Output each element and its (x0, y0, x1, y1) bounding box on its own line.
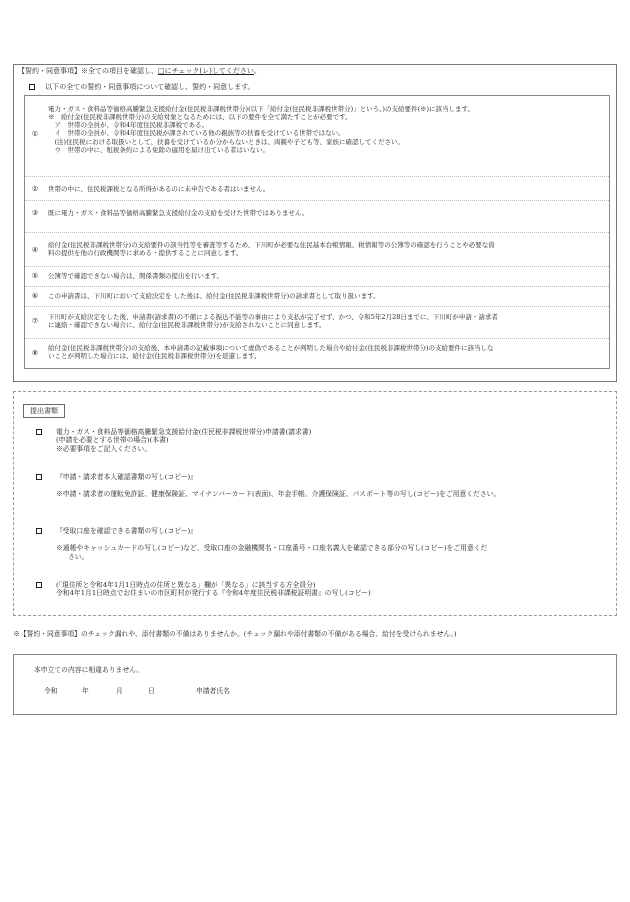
pledge-item-number: ② (31, 185, 39, 193)
document-item: 『申請・請求者本人確認書類の写し(コピー)』 ※申請・請求者の運転免許証、健康保険証、マイナンバーカード(表面)、年金手帳、介護保険証、パスポート等の写し(コピー)をご用意ください。 (36, 473, 52, 481)
pledge-item-number: ⑥ (31, 292, 39, 300)
documents-title: 提出書類 (23, 404, 65, 418)
document-item: 電力・ガス・食料品等価格高騰緊急支援給付金(住民税非課税世帯分)申請書(請求書) (申請を必要とする世帯の場合)(本書) ※必要事項をご記入ください。 (36, 428, 52, 436)
pledge-item-number: ⑧ (31, 349, 39, 357)
pledge-item-text: 下川町が支給決定をした後、申請書(請求書)の不備による振込不能等の事由により支払が完了せず、かつ、令和5年2月28日までに、下川町が申請・請求者 に連絡・確認できない場合に、給付金(住民税非課税世帯分)が支給されないことに同意します。 (48, 313, 498, 330)
all-confirm-label: 以下の全ての誓約・同意事項について確認し、誓約・同意します。 (45, 83, 255, 91)
pledge-item-text: 電力・ガス・食料品等価格高騰緊急支援給付金(住民税非課税世帯分)(以下「給付金(住民税非課税世帯分)」という。)の支給要件(※)に該当します。 ※ 給付金(住民税非課税世帯分)の支給対象となるためには、以下の要件を全て満たすことが必要です。 ア 世帯の全員が、令和4年度住民税非課税である。 イ 世帯の全員が、令和4年度住民税が課されている他の親族等の扶養を受けている世帯ではない。 (注)住民税における取扱いとして、扶養を受けているか分からないときは、両親や子ども等、家族に確認してください。 ウ 世帯の中に、租税条約による免除の適用を届け出ている者はいない。 (48, 105, 475, 154)
pledge-item-number: ③ (31, 209, 39, 217)
pledge-item (25, 200, 609, 233)
pledge-header: 【誓約・同意事項】※全ての項目を確認し、□にチェック(レ)してください。 (18, 67, 261, 75)
signature-year: 年 (82, 687, 89, 695)
document-item: 『受取口座を確認できる書類の写し(コピー)』 ※通帳やキャッシュカードの写し(コピー)など、受取口座の金融機関名・口座番号・口座名義人を確認できる部分の写し(コピー)をご用意くだ さい。 (36, 527, 52, 535)
document-checkbox[interactable] (36, 429, 42, 435)
check-reminder-note: ※【誓約・同意事項】のチェック漏れや、添付書類の不備はありませんか。(チェック漏れや添付書類の不備がある場合、給付を受けられません。) (13, 630, 457, 638)
pledge-item (25, 96, 609, 176)
document-checkbox[interactable] (36, 474, 42, 480)
document-item: (「現住所と令和4年1月1日時点の住所と異なる」欄が「異なる」に該当する方全員分) 令和4年1月1日時点でお住まいの市区町村が発行する『令和4年度住民税非課税証明書』の写し(コピー) (36, 581, 52, 589)
pledge-item-text: 既に電力・ガス・食料品等価格高騰緊急支援給付金の支給を受けた世帯ではありません。 (48, 209, 309, 217)
pledge-item-number: ⑦ (31, 317, 39, 325)
applicant-name-field[interactable] (238, 683, 438, 695)
pledge-item-number: ④ (31, 246, 39, 254)
signature-month: 月 (116, 687, 123, 695)
pledge-item (25, 306, 609, 339)
pledge-item (25, 176, 609, 201)
pledge-item-text: 給付金(住民税非課税世帯分)の支給後、本申請書の記載事項について虚偽であることが判明した場合や給付金(住民税非課税世帯分)の支給要件に該当しな いことが判明した場合には、給付金(住民税非課税世帯分)を返還します。 (48, 344, 494, 361)
pledge-item (25, 286, 609, 307)
pledge-item (25, 232, 609, 267)
document-checkbox[interactable] (36, 582, 42, 588)
pledge-item-text: 給付金(住民税非課税世帯分)の支給要件の該当性等を審査等するため、下川町が必要な住民基本台帳情報、税情報等の公簿等の確認を行うことや必要な資 料の提供を他の行政機関等に求める・提供することに同意します。 (48, 241, 495, 258)
pledge-item-text: 公簿等で確認できない場合は、関係書類の提出を行います。 (48, 272, 223, 280)
pledge-table (24, 95, 610, 369)
pledge-item-number: ⑤ (31, 272, 39, 280)
signature-day: 日 (148, 687, 155, 695)
pledge-item-text: 世帯の中に、住民税課税となる所得があるのに未申告である者はいません。 (48, 185, 270, 193)
document-checkbox[interactable] (36, 528, 42, 534)
all-confirm-checkbox[interactable] (29, 84, 35, 90)
signature-statement: 本申立ての内容に相違ありません。 (34, 666, 144, 674)
pledge-item (25, 338, 609, 370)
pledge-item-number: ① (31, 130, 39, 138)
pledge-item (25, 266, 609, 287)
pledge-header-instruction: □にチェック(レ)してください (158, 67, 254, 75)
signature-era: 令和 (44, 687, 58, 695)
all-confirm-row (29, 83, 255, 92)
pledge-item-text: この申請書は、下川町において支給決定を した後は、給付金(住民税非課税世帯分)の請求書として取り扱います。 (48, 292, 380, 300)
applicant-name-label: 申請者氏名 (196, 687, 230, 695)
